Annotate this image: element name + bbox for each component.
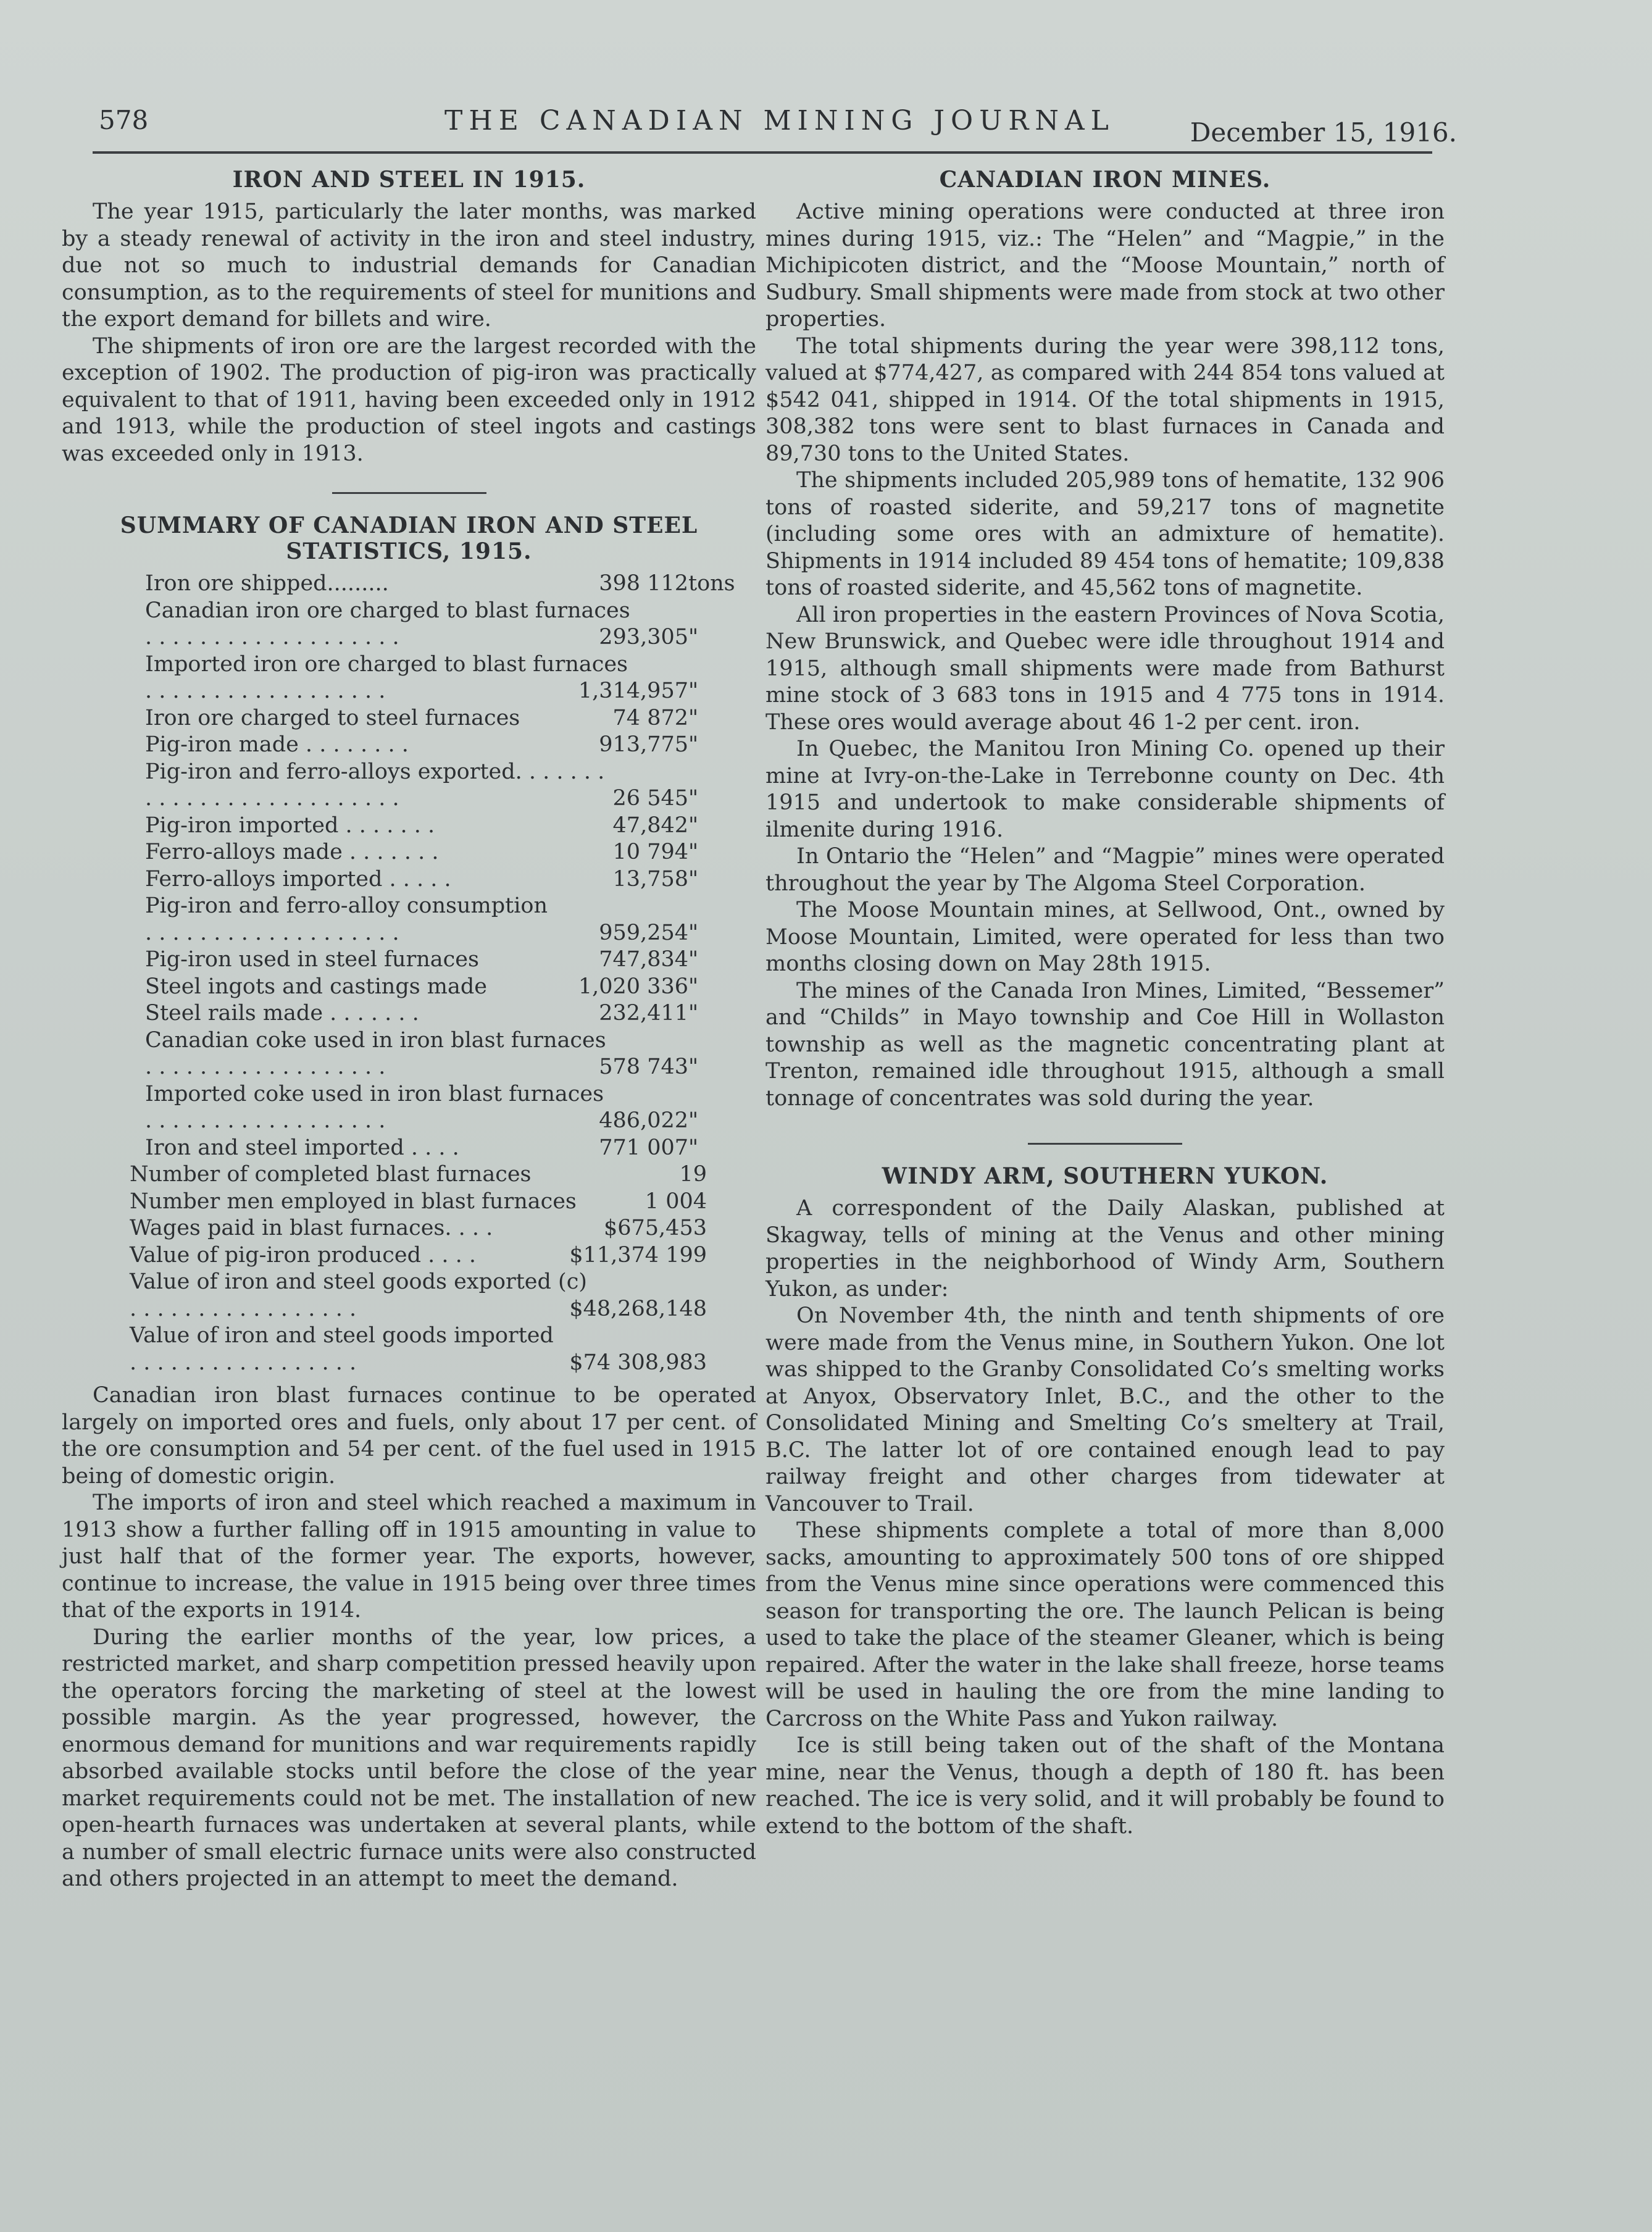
stat-value: 26 545: [612, 786, 688, 811]
paragraph: The shipments included 205,989 tons of hematite, 132 906 tons of roasted siderite, and 59,217 tons of magnetite (including some ores with an admixture of hematite). Shipments in 1914 included 89 454 tons of hematite; 109,838 tons of roasted siderite, and 45,562 tons of magnetite.: [766, 468, 1445, 600]
stat-row: [62, 839, 756, 866]
statistics-table: [62, 571, 756, 1376]
article-title-windy-arm: WINDY ARM, SOUTHERN YUKON.: [882, 1163, 1329, 1189]
stat-unit: ": [688, 1001, 699, 1026]
stat-value: 1,314,957: [578, 679, 688, 703]
stat-row: [62, 759, 756, 786]
stat-value: 398 112: [599, 571, 688, 596]
stat-row: [62, 974, 756, 1001]
stat-value: 1,020 336: [578, 974, 688, 999]
stat-row: [62, 1350, 756, 1377]
stat-unit: ": [688, 866, 699, 892]
stat-unit: ": [688, 705, 699, 730]
stat-unit: ": [688, 679, 699, 703]
stat-label: Iron ore shipped.........: [145, 571, 389, 596]
stat-label: Number of completed blast furnaces: [130, 1162, 532, 1187]
stat-value: 232,411: [599, 1001, 688, 1026]
stat-row: [62, 1027, 756, 1055]
stat-value: 10 794: [612, 840, 688, 864]
stat-label: . . . . . . . . . . . . . . . . .: [130, 1350, 357, 1375]
paragraph: On November 4th, the ninth and tenth shipments of ore were made from the Venus mine, in Southern Yukon. One lot was shipped to the Granby Consolidated Co’s smelting works at Anyox, Observatory Inlet, B.C., and the other to the Consolidated Mining and Smelting Co’s smeltery at Trail, B.C. The latter lot of ore contained enough lead to pay railway freight and other charges from tidewater at Vancouver to Trail.: [766, 1303, 1445, 1516]
stat-label: Pig-iron made . . . . . . . .: [145, 732, 409, 757]
stat-unit: ": [688, 920, 699, 945]
stat-value: $675,453: [603, 1216, 707, 1240]
summary-title: SUMMARY OF CANADIAN IRON AND STEEL: [120, 512, 698, 538]
stat-value: 747,834: [599, 947, 688, 972]
stat-row: [62, 1135, 756, 1162]
stat-value: 293,305: [599, 625, 688, 650]
stat-label: Pig-iron imported . . . . . . .: [145, 813, 435, 838]
stat-row: [62, 1108, 756, 1135]
stat-row: [62, 1054, 756, 1081]
stat-label: Pig-iron and ferro-alloys exported. . . . . . .: [145, 759, 605, 784]
stat-unit: ": [688, 1108, 699, 1133]
stat-row: [62, 571, 756, 598]
right-column: [766, 167, 1445, 1840]
stat-value: 1 004: [645, 1189, 707, 1214]
stat-unit: tons: [688, 571, 735, 596]
stat-row: [62, 732, 756, 759]
stat-label: Ferro-alloys imported . . . . .: [145, 866, 451, 892]
stat-label: Wages paid in blast furnaces. . . .: [130, 1216, 493, 1240]
stat-row: [62, 1296, 756, 1323]
stat-value: 19: [679, 1162, 707, 1187]
paragraph: In Quebec, the Manitou Iron Mining Co. opened up their mine at Ivry-on-the-Lake in Terrebonne county on Dec. 4th 1915 and undertook to make considerable shipments of ilmenite during 1916.: [766, 737, 1445, 842]
summary-title-line-2: STATISTICS, 1915.: [286, 538, 532, 564]
paragraph: In Ontario the “Helen” and “Magpie” mines were operated throughout the year by The Algoma Steel Corporation.: [766, 844, 1445, 896]
paragraph: The year 1915, particularly the later months, was marked by a steady renewal of activity in the iron and steel industry, due not so much to industrial demands for Canadian consumption, as to the requirements of steel for munitions and the export demand for billets and wire.: [62, 199, 756, 332]
article-title-iron-mines: CANADIAN IRON MINES.: [939, 167, 1271, 193]
stat-row: [62, 1161, 756, 1189]
stat-value: 486,022: [599, 1108, 688, 1133]
stat-row: [62, 678, 756, 705]
paragraph: A correspondent of the Daily Alaskan, published at Skagway, tells of mining at the Venus and other mining properties in the neighborhood of Windy Arm, Southern Yukon, as under:: [766, 1196, 1445, 1302]
stat-label: . . . . . . . . . . . . . . . . . . .: [145, 625, 399, 650]
stat-label: Steel rails made . . . . . . .: [145, 1001, 419, 1026]
journal-title: THE CANADIAN MINING JOURNAL: [444, 105, 1115, 136]
paragraph: Ice is still being taken out of the shaft of the Montana mine, near the Venus, though a depth of 180 ft. has been reached. The ice is very solid, and it will probably be found to extend to the bottom of the shaft.: [766, 1733, 1445, 1839]
page-header: [93, 99, 1457, 148]
stat-row: [62, 1000, 756, 1027]
stat-unit: ": [688, 974, 699, 999]
paragraph: The Moose Mountain mines, at Sellwood, Ont., owned by Moose Mountain, Limited, were operated for less than two months closing down on May 28th 1915.: [766, 898, 1445, 976]
stat-value: 13,758: [612, 866, 688, 892]
paragraph: The imports of iron and steel which reached a maximum in 1913 show a further falling off in 1915 amounting in value to just half that of the former year. The exports, however, continue to increase, the value in 1915 being over three times that of the exports in 1914.: [62, 1490, 756, 1623]
stat-label: Pig-iron used in steel furnaces: [145, 947, 479, 972]
stat-label: Number men employed in blast furnaces: [130, 1189, 577, 1214]
stat-row: [62, 1323, 756, 1350]
stat-label: Canadian iron ore charged to blast furnaces: [145, 598, 630, 623]
paragraph: During the earlier months of the year, low prices, a restricted market, and sharp competition pressed heavily upon the operators forcing the marketing of steel at the lowest possible margin. As the year progressed, however, the enormous demand for munitions and war requirements rapidly absorbed available stocks until before the close of the year market requirements could not be met. The installation of new open-hearth furnaces was undertaken at several plants, while a number of small electric furnace units were also constructed and others projected in an attempt to meet the demand.: [62, 1624, 756, 1891]
stat-row: [62, 947, 756, 974]
stat-row: [62, 785, 756, 813]
stat-value: 578 743: [599, 1055, 688, 1079]
article-title-iron-steel: IRON AND STEEL IN 1915.: [232, 167, 586, 193]
stat-label: Ferro-alloys made . . . . . . .: [145, 840, 439, 864]
stat-value: $74 308,983: [569, 1350, 707, 1375]
stat-label: . . . . . . . . . . . . . . . . . .: [145, 1055, 386, 1079]
stat-row: [62, 920, 756, 947]
stat-label: Value of iron and steel goods imported: [130, 1323, 554, 1348]
stat-row: [62, 813, 756, 840]
stat-unit: ": [688, 1135, 699, 1160]
paragraph: Canadian iron blast furnaces continue to be operated largely on imported ores and fuels, only about 17 per cent. of the ore consumption and 54 per cent. of the fuel used in 1915 being of domestic origin.: [62, 1383, 756, 1489]
stat-value: $48,268,148: [569, 1296, 707, 1321]
paragraph: Active mining operations were conducted at three iron mines during 1915, viz.: The “Helen” and “Magpie,” in the Michipicoten district, and the “Moose Mountain,” north of Sudbury. Small shipments were made from stock at two other properties.: [766, 199, 1445, 332]
stat-label: . . . . . . . . . . . . . . . . .: [130, 1296, 357, 1321]
stat-value: 771 007: [599, 1135, 688, 1160]
paragraph: These shipments complete a total of more than 8,000 sacks, amounting to approximately 500 tons of ore shipped from the Venus mine since operations were commenced this season for transporting the ore. The launch Pelican is being used to take the place of the steamer Gleaner, which is being repaired. After the water in the lake shall freeze, horse teams will be used in hauling the ore from the mine landing to Carcross on the White Pass and Yukon railway.: [766, 1518, 1445, 1731]
stat-row: [62, 1242, 756, 1269]
stat-label: . . . . . . . . . . . . . . . . . . .: [145, 920, 399, 945]
stat-row: [62, 624, 756, 651]
stat-value: 959,254: [599, 920, 688, 945]
stat-unit: ": [688, 732, 699, 757]
stat-row: [62, 598, 756, 625]
stat-row: [62, 1189, 756, 1216]
stat-row: [62, 866, 756, 893]
stat-row: [62, 1081, 756, 1108]
stat-row: [62, 705, 756, 732]
stat-value: 47,842: [612, 813, 688, 838]
header-rule: [93, 151, 1432, 154]
stat-value: 74 872: [612, 705, 688, 730]
stat-unit: ": [688, 947, 699, 972]
section-divider: [1028, 1143, 1182, 1145]
stat-row: [62, 651, 756, 679]
stat-label: . . . . . . . . . . . . . . . . . .: [145, 1108, 386, 1133]
stat-label: . . . . . . . . . . . . . . . . . .: [145, 679, 386, 703]
page-number: 578: [99, 105, 149, 135]
stat-unit: ": [688, 625, 699, 650]
stat-label: Pig-iron and ferro-alloy consumption: [145, 893, 548, 918]
stat-label: Iron and steel imported . . . .: [145, 1135, 459, 1160]
left-column: [62, 167, 756, 1893]
stat-value: $11,374 199: [569, 1242, 707, 1268]
section-divider: [332, 492, 486, 494]
stat-row: [62, 893, 756, 920]
stat-row: [62, 1215, 756, 1242]
stat-label: . . . . . . . . . . . . . . . . . . .: [145, 786, 399, 811]
stat-label: Steel ingots and castings made: [145, 974, 487, 999]
stat-label: Iron ore charged to steel furnaces: [145, 705, 520, 730]
stat-label: Imported coke used in iron blast furnaces: [145, 1081, 604, 1106]
paragraph: The total shipments during the year were 398,112 tons, valued at $774,427, as compared with 244 854 tons valued at $542 041, shipped in 1914. Of the total shipments in 1915, 308,382 tons were sent to blast furnaces in Canada and 89,730 tons to the United States.: [766, 333, 1445, 466]
stat-unit: ": [688, 840, 699, 864]
stat-unit: ": [688, 813, 699, 838]
stat-label: Value of pig-iron produced . . . .: [130, 1242, 477, 1268]
paragraph: The mines of the Canada Iron Mines, Limited, “Bessemer” and “Childs” in Mayo township and Coe Hill in Wollaston township as well as the magnetic concentrating plant at Trenton, remained idle throughout 1915, although a small tonnage of concentrates was sold during the year.: [766, 978, 1445, 1111]
issue-date: December 15, 1916.: [1190, 117, 1457, 148]
stat-value: 913,775: [599, 732, 688, 757]
stat-unit: ": [688, 1055, 699, 1079]
stat-label: Imported iron ore charged to blast furnaces: [145, 651, 628, 677]
stat-unit: ": [688, 786, 699, 811]
paragraph: All iron properties in the eastern Provinces of Nova Scotia, New Brunswick, and Quebec were idle throughout 1914 and 1915, although small shipments were made from Bathurst mine stock of 3 683 tons in 1915 and 4 775 tons in 1914. These ores would average about 46 1-2 per cent. iron.: [766, 602, 1445, 735]
paragraph: The shipments of iron ore are the largest recorded with the exception of 1902. The production of pig-iron was practically equivalent to that of 1911, having been exceeded only in 1912 and 1913, while the production of steel ingots and castings was exceeded only in 1913.: [62, 333, 756, 466]
stat-label: Canadian coke used in iron blast furnaces: [145, 1027, 606, 1053]
stat-label: Value of iron and steel goods exported (c): [130, 1269, 587, 1294]
stat-row: [62, 1269, 756, 1296]
